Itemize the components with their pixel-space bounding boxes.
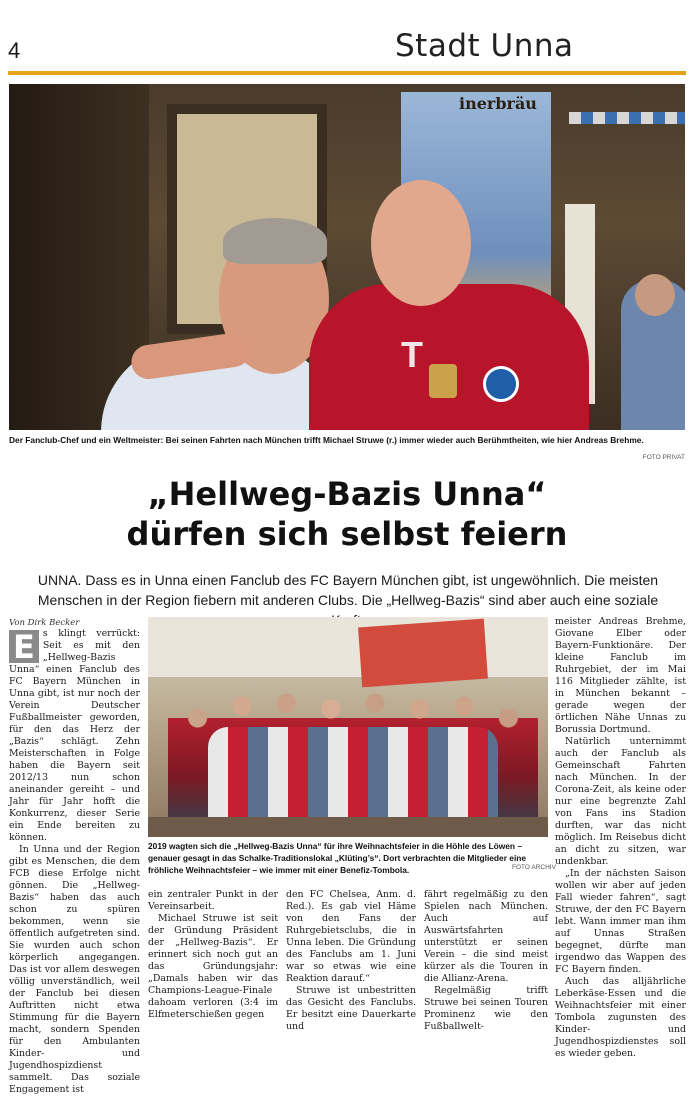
paragraph: Auch das alljährliche Leberkäse-Essen und die Weihnachtsfeier mit einer Tombola zugunsten des Kinder- und Jugendhospizdienstes soll es wieder geben. xyxy=(555,976,686,1059)
paragraph: fährt regelmäßig zu den Spielen nach München. Auch auf Auswärtsfahrten unterstützt er seinen Verein – die sind meist kürzer als die Touren in die Allianz-Arena. xyxy=(424,889,548,984)
poster-text: inerbräu xyxy=(459,94,537,113)
paragraph: In Unna und der Region gibt es Menschen, die dem FCB diese Erfolge nicht gönnen. Die „Hellweg-Bazis“ haben das auch schon zu spüren bekommen, wenn sie öffentlich aufgetreten sind. Sie wurden auch schon körperlich angegangen. Das ist vor allem deswegen völlig unverständlich, weil der Fanclub bei diesen Auftritten nicht etwa Stimmung für die Bayern macht, sondern Spenden für den Ambulanten Kinder- und Jugendhospizdienst sammelt. Das soziale Engagement ist xyxy=(9,844,140,1095)
paragraph: ein zentraler Punkt in der Vereinsarbeit. xyxy=(148,889,278,912)
headline xyxy=(0,474,694,554)
byline: Von Dirk Becker xyxy=(9,618,80,628)
photo1-caption: Der Fanclub-Chef und ein Weltmeister: Bei seinen Fahrten nach München trifft Michael Struwe (r.) immer wieder auch Berühmtheiten, wie hier Andreas Brehme. xyxy=(9,435,644,445)
photo2-caption: 2019 wagten sich die „Hellweg-Bazis Unna“ für ihre Weihnachtsfeier in die Höhle des Löwen – genauer gesagt in das Schalke-Traditionslokal „Klüting’s“. Dort verbrachten die Mitglieder eine fröhliche Weihnachtsfeier – wie immer mit einer Benefiz-Tombola. xyxy=(148,841,527,875)
paragraph: „In der nächsten Saison wollen wir aber auf jeden Fall wieder fahren“, sagt Struwe, der den FC Bayern lebt. Wann immer man ihm auf Unnas Straßen begegnet, dürfte man irgendwo das Wappen des FC Bayern finden. xyxy=(555,868,686,975)
section-title: Stadt Unna xyxy=(395,28,574,64)
photo-weihnachtsfeier xyxy=(148,617,548,837)
world-champion-badge-icon xyxy=(429,364,457,398)
page-number: 4 xyxy=(8,38,21,63)
bystander-head xyxy=(635,274,675,316)
paragraph: den FC Chelsea, Anm. d. Red.). Es gab viel Häme von den Fans der Ruhrgebietsclubs, die in Unna leben. Die Gründung des Fanclubs am 1. Juni war so etwas wie eine Reaktion darauf.“ xyxy=(286,889,416,984)
photo2-floor xyxy=(148,817,548,837)
paragraph: Michael Struwe ist seit der Gründung Präsident der „Hellweg-Bazis“. Er erinnert sich noch gut an das Gründungsjahr: „Damals haben wir das Champions-League-Finale dahoam verloren (3:4 im Elfmeterschießen gegen xyxy=(148,913,278,1020)
fc-bayern-crest-icon xyxy=(483,366,519,402)
dropcap: E xyxy=(9,630,39,663)
photo-fanclub-chef-weltmeister xyxy=(9,84,685,430)
article-column-3 xyxy=(286,889,416,1033)
headline-line-1: „Hellweg-Bazis Unna“ xyxy=(147,475,547,513)
bunting-flags xyxy=(569,112,685,124)
struwe-head xyxy=(371,180,471,306)
paragraph: Natürlich unternimmt auch der Fanclub als Gemeinschaft Fahrten nach München. In der Corona-Zeit, als keine oder nur eine begrenzte Zahl von Fans ins Stadion durften, war das nicht möglich. Im Reisebus dicht an dicht zu sitzen, war undenkbar. xyxy=(555,736,686,867)
photo1-credit: FOTO PRIVAT xyxy=(642,454,685,461)
struwe-jersey xyxy=(309,284,589,430)
photo2-credit: FOTO ARCHIV xyxy=(512,864,556,871)
paragraph xyxy=(9,628,140,844)
header-rule xyxy=(8,71,686,75)
headline-line-2: dürfen sich selbst feiern xyxy=(126,515,568,553)
jersey-sponsor-logo: T xyxy=(401,334,423,375)
article-column-right xyxy=(555,616,686,1060)
paragraph-text: s klingt verrückt: Seit es mit den „Hellweg-Bazis Unna“ einen Fanclub des FC Bayern München in Unna gibt, ist nur noch der Verein Deutscher Fußballmeister geworden, für den das Herz der „Bazis“ schlägt. Zehn Meisterschaften in Folge haben die Bayern seit 2012/13 nun schon aneinander gereiht – und Jahr für Jahr hofft die Konkurrenz, dieser Serie ein Ende bereiten zu können. xyxy=(9,628,140,843)
paragraph: Struwe ist unbestritten das Gesicht des Fanclubs. Er besitzt eine Dauerkarte und xyxy=(286,985,416,1032)
article-column-4 xyxy=(424,889,548,1033)
paragraph: meister Andreas Brehme, Giovane Elber oder Bayern-Funktionäre. Der kleine Fanclub im Ruhrgebiet, der im Mai 116 Mitglieder zählte, ist in München bekannt – gerade wegen der örtlichen Nähe Unnas zu Borussia Dortmund. xyxy=(555,616,686,735)
article-column-2 xyxy=(148,889,278,1021)
paragraph: Regelmäßig trifft Struwe bei seinen Touren Prominenz wie den Fußballwelt- xyxy=(424,985,548,1032)
article-column-left xyxy=(9,628,140,1096)
brehme-hair xyxy=(223,218,327,264)
photo2-wall xyxy=(148,617,548,677)
article-lead: UNNA. Dass es in Unna einen Fanclub des FC Bayern München gibt, ist ungewöhnlich. Die meisten Menschen in der Region fiebern mit anderen Clubs. Die „Hellweg-Bazis“ sind aber auch eine soziale xyxy=(37,572,659,608)
children-row xyxy=(208,727,498,817)
